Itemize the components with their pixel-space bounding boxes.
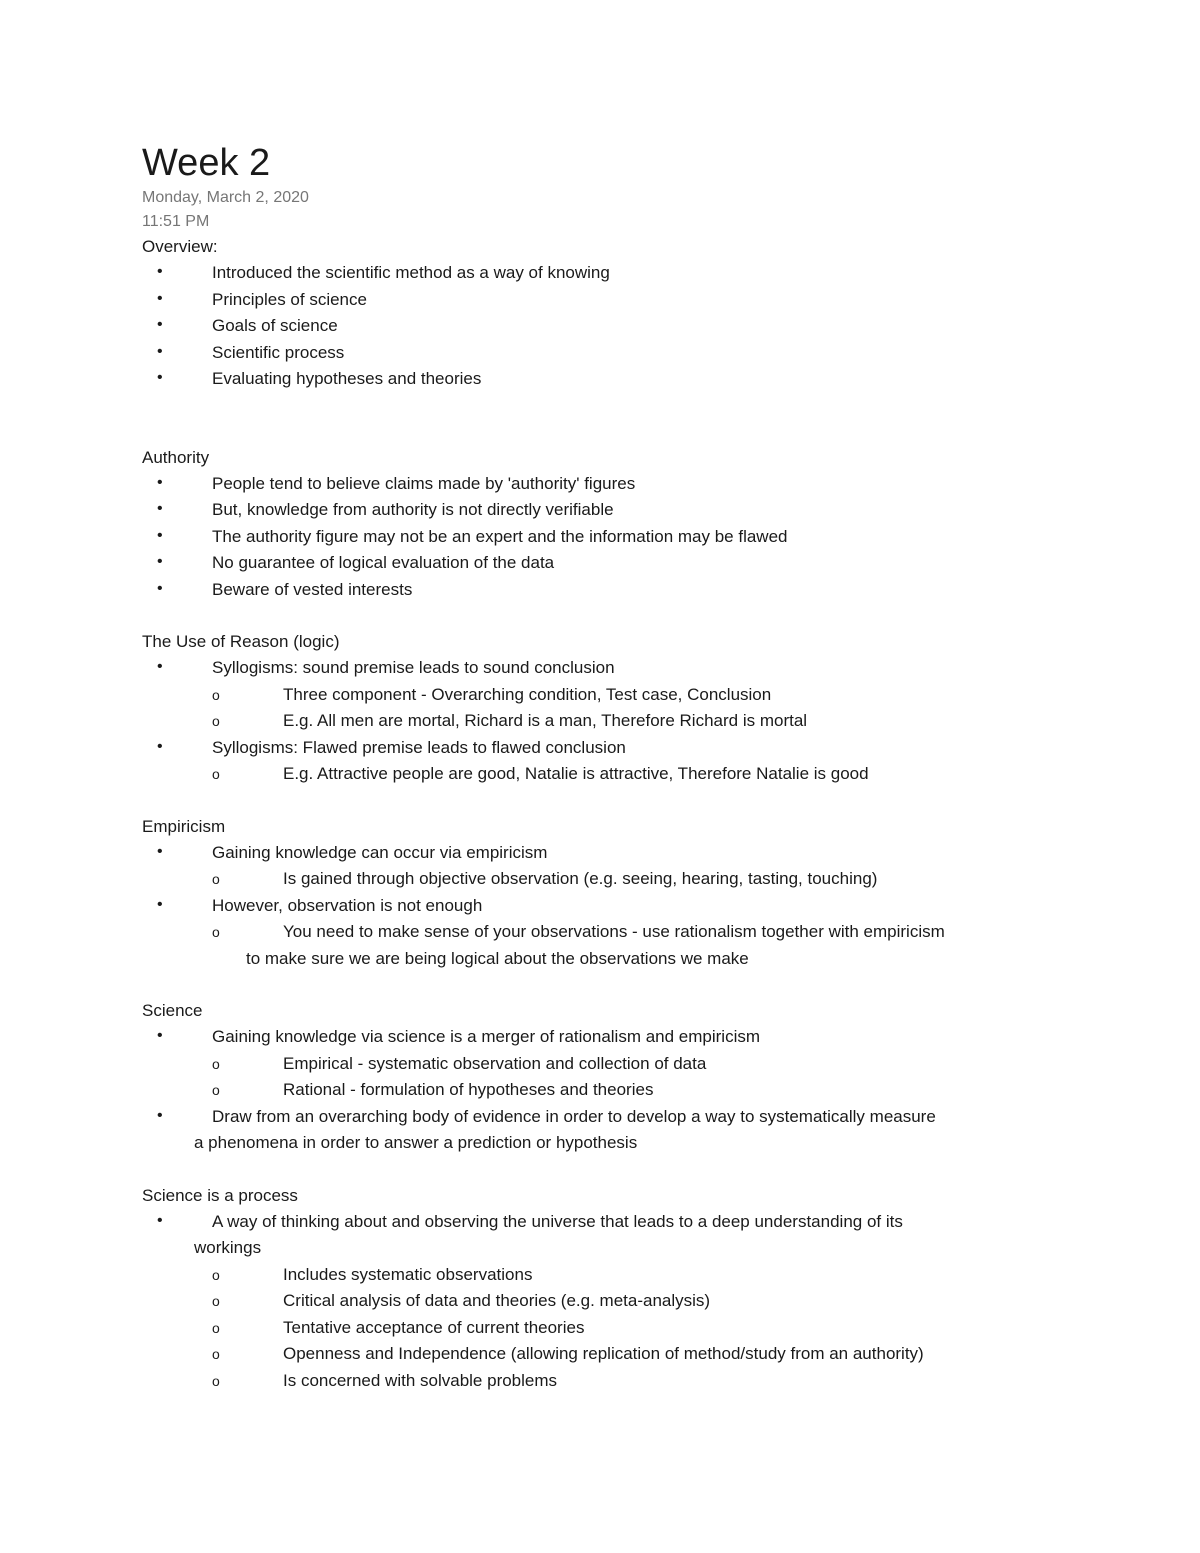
circle-bullet-icon: o [212, 1293, 220, 1309]
section-science [142, 998, 1082, 1157]
sub-list-item: o Three component - Overarching condition, Test case, Conclusion [142, 682, 1082, 709]
list-item: • Evaluating hypotheses and theories [142, 366, 1082, 393]
list-item: • Draw from an overarching body of evidence in order to develop a way to systematically measure [142, 1104, 1082, 1131]
bullet-icon: • [157, 658, 163, 675]
section-authority [142, 445, 1082, 604]
spacer [142, 393, 1082, 445]
section-reason [142, 629, 1082, 788]
bullet-icon: • [157, 473, 163, 491]
section-overview [142, 234, 1082, 393]
bullet-icon: • [157, 526, 163, 544]
list-item: • Principles of science [142, 287, 1082, 314]
section-empiricism [142, 814, 1082, 973]
list-item: • No guarantee of logical evaluation of the data [142, 550, 1082, 577]
list-item: • Introduced the scientific method as a way of knowing [142, 260, 1082, 287]
bullet-icon: • [157, 579, 163, 597]
sub-list-item: o Openness and Independence (allowing replication of method/study from an authority) [142, 1341, 1082, 1368]
bullet-icon: • [157, 1027, 163, 1044]
section-heading: Overview: [142, 237, 218, 256]
list-item: • Scientific process [142, 340, 1082, 367]
bullet-icon: • [157, 342, 163, 360]
list-item: • Gaining knowledge can occur via empiricism [142, 840, 1082, 867]
bullet-icon: • [157, 1211, 163, 1229]
circle-bullet-icon: o [212, 1082, 220, 1098]
section-heading: Science is a process [142, 1185, 298, 1205]
list-item: • Syllogisms: sound premise leads to sound conclusion [142, 655, 1082, 682]
list-item: • People tend to believe claims made by 'authority' figures [142, 471, 1082, 498]
section-science-process [142, 1183, 1082, 1395]
circle-bullet-icon: o [212, 1055, 220, 1072]
section-heading: Science [142, 1001, 203, 1020]
page-title: Week 2 [142, 142, 271, 184]
sub-list-item: o E.g. All men are mortal, Richard is a man, Therefore Richard is mortal [142, 708, 1082, 735]
bullet-icon: • [157, 842, 163, 860]
list-item-continuation: a phenomena in order to answer a prediction or hypothesis [194, 1133, 638, 1152]
sub-list-item-continuation: to make sure we are being logical about the observations we make [246, 948, 749, 968]
sub-list-item: o Is gained through objective observation (e.g. seeing, hearing, tasting, touching) [142, 866, 1082, 893]
list-item: • Beware of vested interests [142, 577, 1082, 604]
sub-list-item: o Includes systematic observations [142, 1262, 1082, 1289]
sub-list-item: o Tentative acceptance of current theories [142, 1315, 1082, 1342]
spacer [142, 788, 1082, 814]
spacer [142, 972, 1082, 998]
bullet-icon: • [157, 289, 163, 307]
list-item-continuation: workings [194, 1238, 262, 1257]
bullet-icon: • [157, 895, 163, 913]
sub-list-item: o Rational - formulation of hypotheses and theories [142, 1077, 1082, 1104]
bullet-icon: • [157, 500, 163, 517]
bullet-icon: • [157, 1106, 163, 1124]
bullet-icon: • [157, 737, 163, 755]
bullet-icon: • [157, 263, 163, 280]
list-item: • But, knowledge from authority is not directly verifiable [142, 497, 1082, 524]
section-heading: The Use of Reason (logic) [142, 632, 340, 651]
circle-bullet-icon: o [212, 871, 220, 887]
spacer [142, 603, 1082, 629]
list-item: • Goals of science [142, 313, 1082, 340]
sub-list-item: o You need to make sense of your observations - use rationalism together with empiricism [142, 919, 1082, 946]
sub-list-item: o Is concerned with solvable problems [142, 1368, 1082, 1395]
section-heading: Authority [142, 447, 210, 467]
bullet-icon: • [157, 553, 163, 570]
circle-bullet-icon: o [212, 1266, 220, 1283]
sub-list-item: o E.g. Attractive people are good, Natalie is attractive, Therefore Natalie is good [142, 761, 1082, 788]
section-heading: Empiricism [142, 816, 226, 836]
bullet-icon: • [157, 316, 163, 333]
spacer [142, 1157, 1082, 1183]
note-time: 11:51 PM [142, 213, 210, 230]
list-item: • Syllogisms: Flawed premise leads to flawed conclusion [142, 735, 1082, 762]
list-item: • The authority figure may not be an expert and the information may be flawed [142, 524, 1082, 551]
note-date: Monday, March 2, 2020 [142, 189, 309, 206]
circle-bullet-icon: o [212, 766, 220, 782]
list-item: • However, observation is not enough [142, 893, 1082, 920]
circle-bullet-icon: o [212, 924, 220, 940]
circle-bullet-icon: o [212, 686, 220, 703]
circle-bullet-icon: o [212, 1346, 220, 1362]
sub-list-item: o Empirical - systematic observation and collection of data [142, 1051, 1082, 1078]
list-item: • A way of thinking about and observing the universe that leads to a deep understanding of its [142, 1209, 1082, 1236]
bullet-icon: • [157, 369, 163, 386]
list-item: • Gaining knowledge via science is a merger of rationalism and empiricism [142, 1024, 1082, 1051]
sub-list-item: o Critical analysis of data and theories (e.g. meta-analysis) [142, 1288, 1082, 1315]
circle-bullet-icon: o [212, 1319, 220, 1336]
circle-bullet-icon: o [212, 1372, 220, 1389]
circle-bullet-icon: o [212, 713, 220, 729]
note-page [142, 140, 1082, 1394]
